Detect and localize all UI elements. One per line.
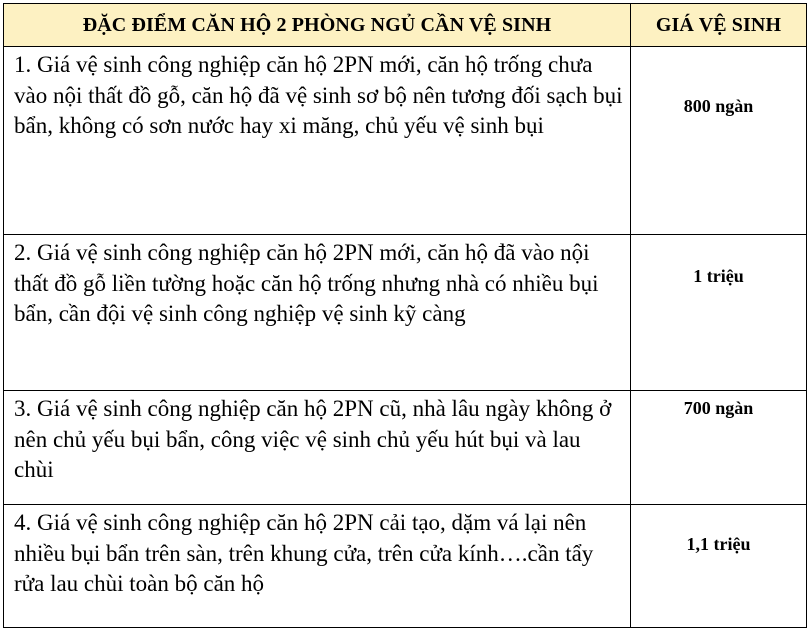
row-description: 4. Giá vệ sinh công nghiệp căn hộ 2PN cải tạo, dặm vá lại nên nhiều bụi bẩn trên sàn, trên khung cửa, trên cửa kính….cần tẩy rửa lau chùi toàn bộ căn hộ <box>4 505 631 628</box>
table-row <box>4 47 807 235</box>
table-row <box>4 505 807 628</box>
table-header-row <box>4 4 807 47</box>
table-row <box>4 235 807 391</box>
row-description: 1. Giá vệ sinh công nghiệp căn hộ 2PN mới, căn hộ trống chưa vào nội thất đồ gỗ, căn hộ đã vệ sinh sơ bộ nên tương đối sạch bụi bẩn, không có sơn nước hay xi măng, chủ yếu vệ sinh bụi <box>4 47 631 235</box>
header-price: GIÁ VỆ SINH <box>631 4 807 47</box>
row-price: 800 ngàn <box>631 47 807 235</box>
row-price: 700 ngàn <box>631 391 807 505</box>
cleaning-price-table <box>3 3 807 628</box>
row-description: 3. Giá vệ sinh công nghiệp căn hộ 2PN cũ, nhà lâu ngày không ở nên chủ yếu bụi bẩn, công việc vệ sinh chủ yếu hút bụi và lau chùi <box>4 391 631 505</box>
header-feature: ĐẶC ĐIỂM CĂN HỘ 2 PHÒNG NGỦ CẦN VỆ SINH <box>4 4 631 47</box>
table-row <box>4 391 807 505</box>
row-price: 1,1 triệu <box>631 505 807 628</box>
row-price: 1 triệu <box>631 235 807 391</box>
row-description: 2. Giá vệ sinh công nghiệp căn hộ 2PN mới, căn hộ đã vào nội thất đồ gỗ liền tường hoặc căn hộ trống nhưng nhà có nhiều bụi bẩn, cần đội vệ sinh công nghiệp vệ sinh kỹ càng <box>4 235 631 391</box>
